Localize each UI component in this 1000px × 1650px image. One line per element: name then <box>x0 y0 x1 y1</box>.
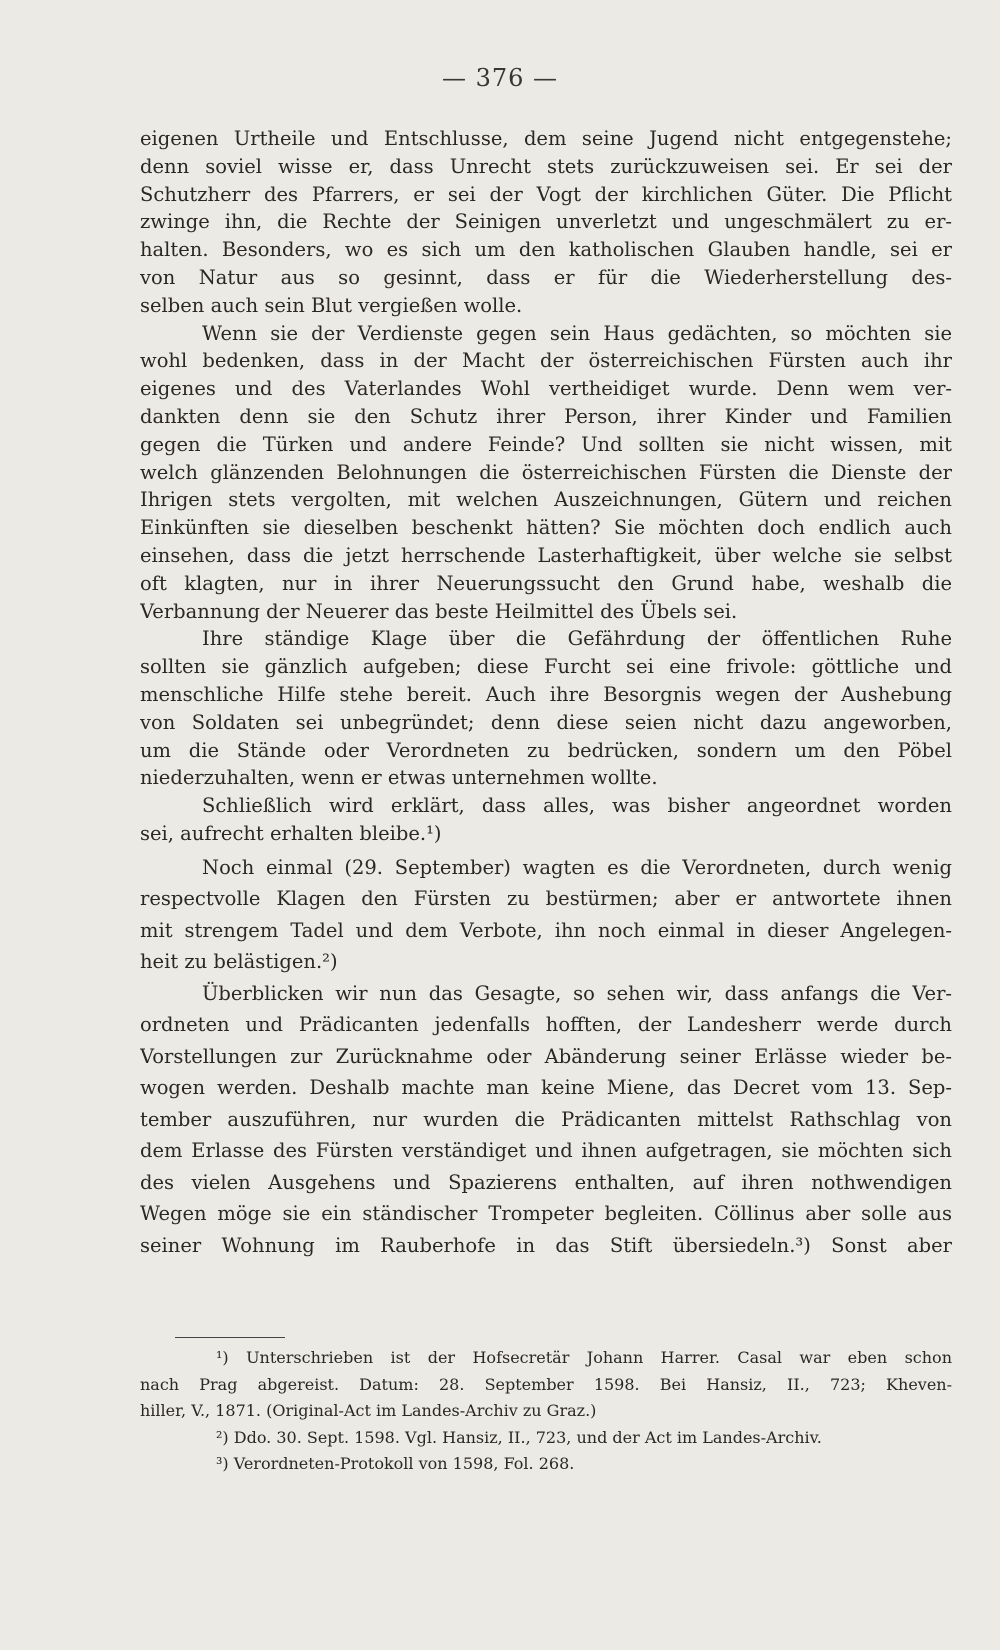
body-text <box>140 125 952 1261</box>
text-line: halten. Besonders, wo es sich um den katholischen Glauben handle, sei er <box>140 238 952 262</box>
text-line: tember auszuführen, nur wurden die Prädicanten mittelst Rathschlag von <box>140 1107 952 1131</box>
footnote-line: nach Prag abgereist. Datum: 28. September 1598. Bei Hansiz, II., 723; Kheven- <box>140 1374 952 1394</box>
text-line: Noch einmal (29. September) wagten es die Verordneten, durch wenig <box>202 855 952 879</box>
text-line: sei, aufrecht erhalten bleibe.¹) <box>140 821 442 845</box>
text-line: einsehen, dass die jetzt herrschende Lasterhaftigkeit, über welche sie selbst <box>140 543 952 567</box>
text-line: von Natur aus so gesinnt, dass er für die Wiederherstellung des- <box>140 265 952 289</box>
text-line: von Soldaten sei unbegründet; denn diese seien nicht dazu angeworben, <box>140 710 952 734</box>
text-line: dankten denn sie den Schutz ihrer Person, ihrer Kinder und Familien <box>140 404 952 428</box>
text-line: eigenes und des Vaterlandes Wohl vertheidiget wurde. Denn wem ver- <box>140 377 952 401</box>
text-line: Einkünften sie dieselben beschenkt hätten? Sie möchten doch endlich auch <box>140 516 952 540</box>
footnote-separator <box>175 1337 285 1338</box>
text-line: Schließlich wird erklärt, dass alles, was bisher angeordnet worden <box>202 794 952 818</box>
text-line: ordneten und Prädicanten jedenfalls hofften, der Landesherr werde durch <box>140 1013 952 1037</box>
text-line: dem Erlasse des Fürsten verständiget und ihnen aufgetragen, sie möchten sich <box>140 1139 952 1163</box>
body-section-2 <box>140 852 952 1262</box>
text-line: niederzuhalten, wenn er etwas unternehmen wollte. <box>140 766 658 790</box>
text-line: heit zu belästigen.²) <box>140 950 338 974</box>
footnote-line: ³) Verordneten-Protokoll von 1598, Fol. 268. <box>216 1454 575 1473</box>
text-line: Verbannung der Neuerer das beste Heilmittel des Übels sei. <box>140 599 738 623</box>
footnote-line: hiller, V., 1871. (Original-Act im Landes-Archiv zu Graz.) <box>140 1401 597 1420</box>
text-line: oft klagten, nur in ihrer Neuerungssucht den Grund habe, weshalb die <box>140 571 952 595</box>
text-line: mit strengem Tadel und dem Verbote, ihn noch einmal in dieser Angelegen- <box>140 918 952 942</box>
text-line: zwinge ihn, die Rechte der Seinigen unverletzt und ungeschmälert zu er- <box>140 210 952 234</box>
text-line: sollten sie gänzlich aufgeben; diese Furcht sei eine frivole: göttliche und <box>140 655 952 679</box>
text-line: welch glänzenden Belohnungen die österreichischen Fürsten die Dienste der <box>140 460 952 484</box>
footnotes <box>140 1345 952 1478</box>
text-line: Vorstellungen zur Zurücknahme oder Abänderung seiner Erlässe wieder be- <box>140 1044 952 1068</box>
text-line: selben auch sein Blut vergießen wolle. <box>140 293 523 317</box>
text-line: Schutzherr des Pfarrers, er sei der Vogt der kirchlichen Güter. Die Pflicht <box>140 182 952 206</box>
text-line: wogen werden. Deshalb machte man keine Miene, das Decret vom 13. Sep- <box>140 1076 952 1100</box>
page-number: — 376 — <box>441 64 559 92</box>
text-line: Überblicken wir nun das Gesagte, so sehen wir, dass anfangs die Ver- <box>202 981 952 1005</box>
text-line: Wegen möge sie ein ständischer Trompeter begleiten. Cöllinus aber solle aus <box>140 1202 952 1226</box>
footnote-line: ²) Ddo. 30. Sept. 1598. Vgl. Hansiz, II., 723, und der Act im Landes-Archiv. <box>216 1427 822 1447</box>
text-line: des vielen Ausgehens und Spazierens enthalten, auf ihren nothwendigen <box>140 1170 952 1194</box>
text-line: Wenn sie der Verdienste gegen sein Haus gedächten, so möchten sie <box>202 321 952 345</box>
text-line: um die Stände oder Verordneten zu bedrücken, sondern um den Pöbel <box>140 738 952 762</box>
text-line: respectvolle Klagen den Fürsten zu bestürmen; aber er antwortete ihnen <box>140 887 952 911</box>
text-line: seiner Wohnung im Rauberhofe in das Stift übersiedeln.³) Sonst aber <box>140 1233 952 1257</box>
text-line: wohl bedenken, dass in der Macht der österreichischen Fürsten auch ihr <box>140 349 952 373</box>
text-line: menschliche Hilfe stehe bereit. Auch ihre Besorgnis wegen der Aushebung <box>140 682 952 706</box>
text-line: Ihrigen stets vergolten, mit welchen Auszeichnungen, Gütern und reichen <box>140 488 952 512</box>
text-line: gegen die Türken und andere Feinde? Und sollten sie nicht wissen, mit <box>140 432 952 456</box>
text-line: Ihre ständige Klage über die Gefährdung der öffentlichen Ruhe <box>202 627 952 651</box>
text-line: eigenen Urtheile und Entschlusse, dem seine Jugend nicht entgegenstehe; <box>140 127 952 150</box>
text-line: denn soviel wisse er, dass Unrecht stets zurückzuweisen sei. Er sei der <box>140 154 952 178</box>
footnote-line: ¹) Unterschrieben ist der Hofsecretär Johann Harrer. Casal war eben schon <box>216 1348 952 1367</box>
